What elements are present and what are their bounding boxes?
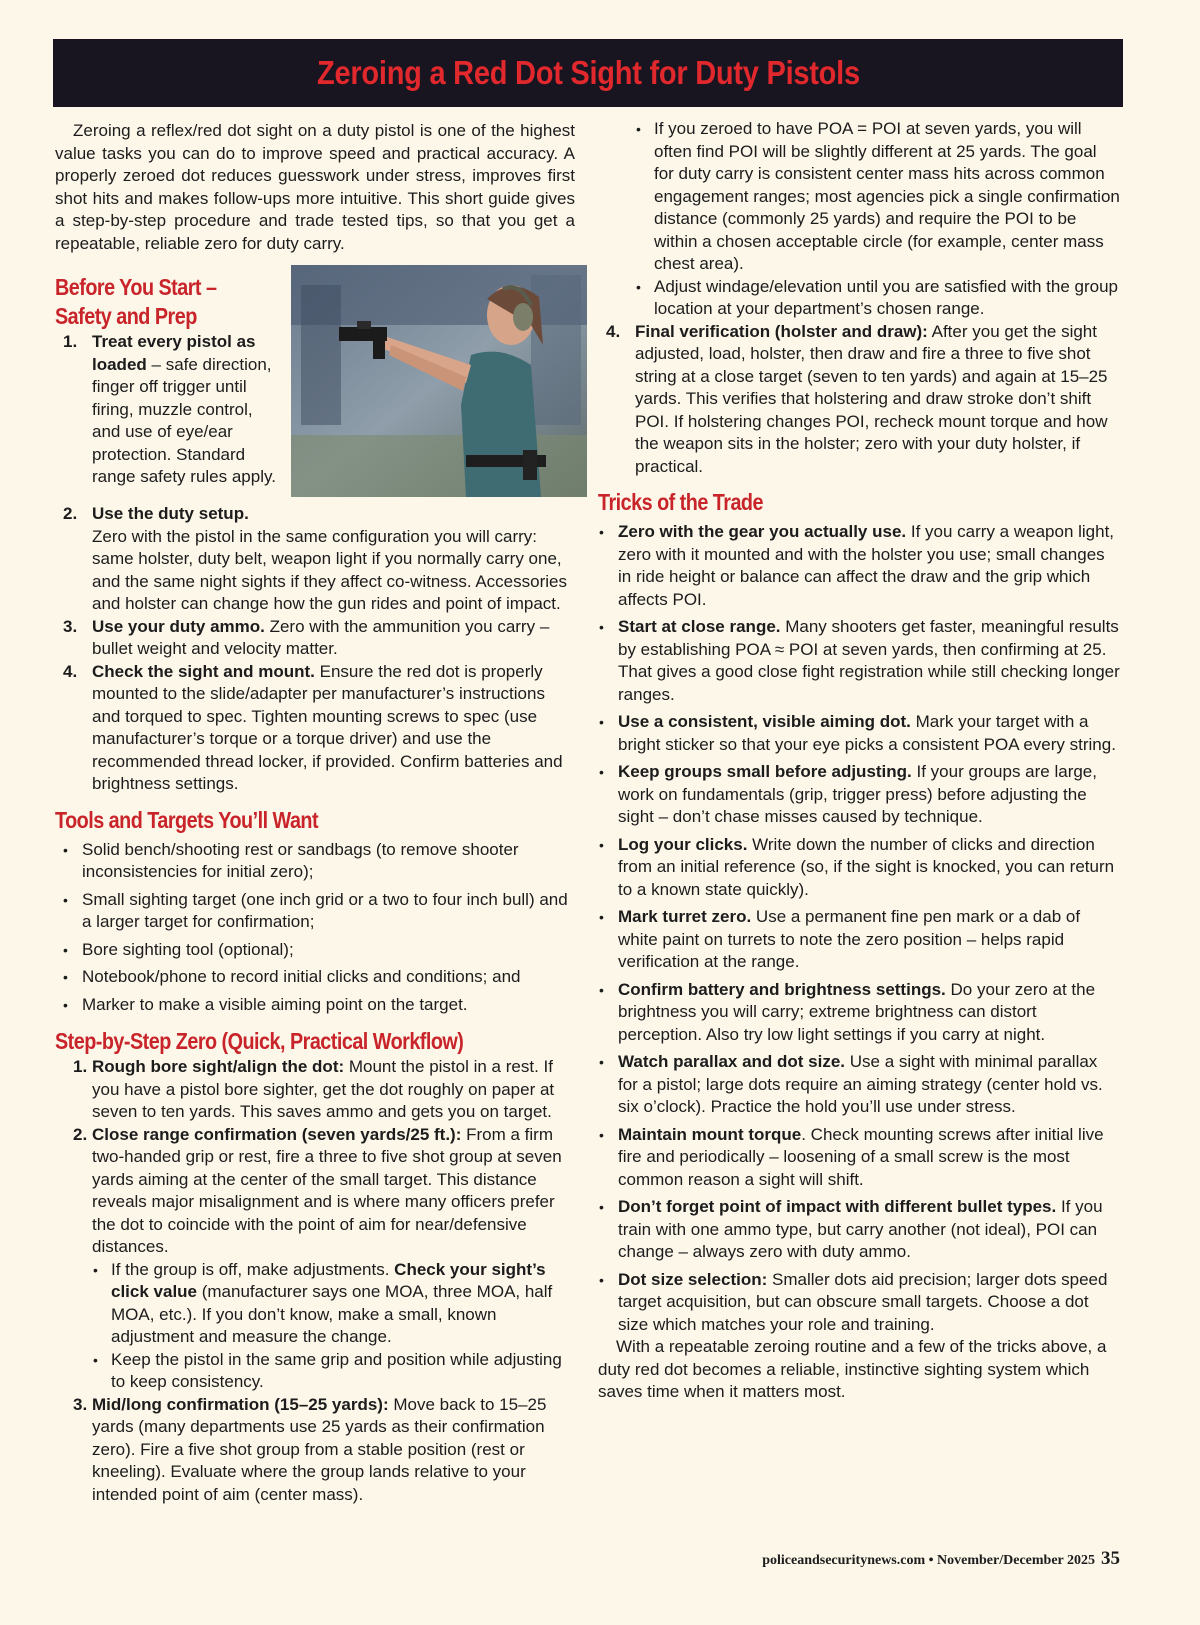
list-item xyxy=(598,906,1120,974)
item-text: If you carry a weapon light, zero with it mounted and with the holster you use; small changes in ride height or balance can affect the draw and the grip which affects POI. xyxy=(618,522,1115,609)
list-item xyxy=(598,834,1120,902)
list-item xyxy=(598,1196,1120,1264)
item-number: 2. xyxy=(63,504,78,523)
list-item: • Bore sighting tool (optional); xyxy=(55,939,575,962)
item-text: Smaller dots aid precision; larger dots speed target acquisition, but can obscure small targets. Choose a dot size which matches your role and training. xyxy=(618,1269,1108,1334)
list-item xyxy=(598,761,1120,829)
item-text: If you train with one ammo type, but carry another (not ideal), POI can change – always zero with duty ammo. xyxy=(618,1197,1103,1261)
list-item xyxy=(598,1124,1120,1192)
list-item xyxy=(55,503,575,616)
sub-list xyxy=(92,1259,575,1394)
before-heading-line2: Safety and Prep xyxy=(55,303,197,329)
list-item xyxy=(55,1394,575,1507)
list-item: • Small sighting target (one inch grid or a two to four inch bull) and a larger target for confirmation; xyxy=(55,889,575,934)
right-column xyxy=(598,118,1120,1404)
item-bold: Confirm battery and brightness settings. xyxy=(618,979,946,999)
tricks-heading: Tricks of the Trade xyxy=(598,489,763,515)
list-item xyxy=(598,1269,1120,1337)
item-text: Mark your target with a bright sticker so that your eye picks a consistent POA every string. xyxy=(618,712,1116,754)
item-text: From a firm two-handed grip or rest, fire a three to five shot group at seven yards aiming at the center of the small target. This distance reveals major misalignment and is where many officers prefer the dot to coincide with the point of aim for near/defensive distances. xyxy=(92,1124,562,1256)
before-heading-line1: Before You Start – xyxy=(55,274,217,300)
page-title: Zeroing a Red Dot Sight for Duty Pistols xyxy=(316,54,860,91)
sub-item-text: (manufacturer says one MOA, three MOA, half MOA, etc.). If you don’t know, make a small, known adjustment and measure the change. xyxy=(111,1282,553,1346)
item-text: Many shooters get faster, meaningful results by establishing POA ≈ POI at seven yards, then confirming at 25. That gives a good close fight registration while still checking longer ranges. xyxy=(618,617,1120,704)
list-item: • Notebook/phone to record initial clicks and conditions; and xyxy=(55,966,575,989)
sub-item xyxy=(92,1259,575,1349)
item-number: 1. xyxy=(73,1057,88,1076)
item-number: 4. xyxy=(606,321,621,341)
before-list xyxy=(55,331,575,796)
list-item xyxy=(598,321,1120,479)
item-number: 4. xyxy=(63,661,78,681)
item-bold: Mid/long confirmation (15–25 yards): xyxy=(92,1394,389,1414)
item-text: Do your zero at the brightness you will carry; extreme brightness can distort perception. Also try low light settings if you carry at night. xyxy=(618,979,1096,1044)
item-text: If your groups are large, work on fundamentals (grip, trigger press) before adjusting the sight – don’t chase misses caused by technique. xyxy=(618,762,1097,826)
item-bold: Close range confirmation (seven yards/25 ft.): xyxy=(92,1124,462,1144)
item-text: Zero with the ammunition you carry – bullet weight and velocity matter. xyxy=(92,616,550,658)
item-text: Ensure the red dot is properly mounted to the slide/adapter per manufacturer’s instructions and torqued to spec. Tighten mounting screws to spec (use manufacturer’s torque or a torque driver) and use the recommended thread locker, if provided. Confirm batteries and brightness settings. xyxy=(92,661,563,793)
steps-list-continued xyxy=(598,321,1120,479)
sub-item-bold: Check your sight’s click value xyxy=(111,1259,546,1301)
item-bold: Check the sight and mount. xyxy=(92,661,315,681)
item-bold: Use the duty setup. xyxy=(92,504,249,523)
sub-item: • Keep the pistol in the same grip and position while adjusting to keep consistency. xyxy=(92,1349,575,1394)
item-text: . Check mounting screws after initial live fire and periodically – loosening of a small screw is the most common reason a sight will shift. xyxy=(618,1124,1104,1189)
left-column xyxy=(55,118,575,1506)
page-number: 35 xyxy=(1101,1548,1120,1569)
item-bold: Start at close range. xyxy=(618,617,781,636)
item-bold: Watch parallax and dot size. xyxy=(618,1052,846,1071)
item-number: 1. xyxy=(63,332,78,351)
item-bold: Don’t forget point of impact with different bullet types. xyxy=(618,1197,1057,1216)
list-item xyxy=(55,616,575,661)
item-bold: Final verification (holster and draw): xyxy=(635,321,928,341)
sub-item: • Adjust windage/elevation until you are satisfied with the group location at your department’s chosen range. xyxy=(635,276,1120,321)
list-item xyxy=(55,661,575,796)
intro-paragraph: Zeroing a reflex/red dot sight on a duty pistol is one of the highest value tasks you can do to improve speed and practical accuracy. A properly zeroed dot reduces guesswork under stress, improves first shot hits and makes follow-ups more intuitive. This short guide gives a step-by-step procedure and trade tested tips, so that you get a repeatable, reliable zero for duty carry. xyxy=(55,121,575,253)
item-text: Move back to 15–25 yards (many departments use 25 yards as their confirmation zero). Fire a five shot group from a stable position (rest or kneeling). Evaluate where the group lands relative to your intended point of aim (center mass). xyxy=(92,1394,547,1504)
list-item xyxy=(598,616,1120,706)
item-bold: Log your clicks. xyxy=(618,834,748,854)
list-item xyxy=(55,331,575,489)
item-text: – safe direction, finger off trigger until firing, muzzle control, and use of eye/ear protection. Standard range safety rules apply. xyxy=(92,354,276,486)
item-bold: Use a consistent, visible aiming dot. xyxy=(618,712,911,731)
item-text: Write down the number of clicks and direction from an initial reference (so, if the sight is knocked, you can return to a known state quickly). xyxy=(618,834,1115,899)
item-bold: Use your duty ammo. xyxy=(92,616,265,636)
sub-item: • If you zeroed to have POA = POI at seven yards, you will often find POI will be slightly different at 25 yards. The goal for duty carry is consistent center mass hits across common engagement ranges; most agencies pick a single confirmation distance (commonly 25 yards) and require the POI to be within a chosen acceptable circle (for example, center mass chest area). xyxy=(635,118,1120,276)
closing-paragraph: With a repeatable zeroing routine and a few of the tricks above, a duty red dot becomes a reliable, instinctive sighting system which saves time when it matters most. xyxy=(598,1337,1107,1401)
step3-sub-list xyxy=(635,118,1120,321)
item-text: Mount the pistol in a rest. If you have a pistol bore sighter, get the dot roughly on paper at seven to ten yards. This saves ammo and gets you on target. xyxy=(92,1057,555,1121)
steps-list xyxy=(55,1056,575,1506)
list-item xyxy=(55,1124,575,1394)
tools-heading: Tools and Targets You’ll Want xyxy=(55,806,319,833)
item-number: 2. xyxy=(73,1124,88,1144)
list-item xyxy=(598,711,1120,756)
list-item: • Solid bench/shooting rest or sandbags (to remove shooter inconsistencies for initial zero); xyxy=(55,839,575,884)
steps-heading: Step-by-Step Zero (Quick, Practical Workflow) xyxy=(55,1028,464,1054)
list-item xyxy=(598,521,1120,611)
page-footer xyxy=(600,1548,1120,1570)
list-item xyxy=(598,979,1120,1047)
item-bold: Treat every pistol as loaded xyxy=(92,332,256,374)
sub-item-text: If the group is off, make adjustments. xyxy=(111,1259,395,1279)
tools-list xyxy=(55,839,575,1017)
item-text: Zero with the pistol in the same configuration you will carry: same holster, duty belt, weapon light if you normally carry one, and the same night sights if they affect co-witness. Accessories and holster can change how the gun rides and point of impact. xyxy=(92,526,567,613)
item-bold: Mark turret zero. xyxy=(618,907,752,926)
item-bold: Keep groups small before adjusting. xyxy=(618,762,912,781)
list-item xyxy=(55,1056,575,1124)
item-bold: Zero with the gear you actually use. xyxy=(618,522,907,541)
item-bold: Dot size selection: xyxy=(618,1269,768,1289)
list-item: • Marker to make a visible aiming point on the target. xyxy=(55,994,575,1017)
item-number: 3. xyxy=(63,616,78,636)
footer-site: policeandsecuritynews.com • November/December 2025 xyxy=(762,1553,1095,1568)
item-text: Use a sight with minimal parallax for a pistol; large dots require an aiming strategy (center hold vs. six o’clock). Practice the hold you’ll use under stress. xyxy=(618,1052,1103,1116)
item-number: 3. xyxy=(73,1394,88,1414)
list-item xyxy=(598,1051,1120,1119)
item-text: After you get the sight adjusted, load, holster, then draw and fire a three to five shot string at a close target (seven to ten yards) and again at 15–25 yards. This verifies that holstering and draw stroke don’t shift POI. If holstering changes POI, recheck mount torque and how the weapon sits in the holster; zero with your duty holster, if practical. xyxy=(635,321,1108,476)
item-text: Use a permanent fine pen mark or a dab of white paint on turrets to note the zero position – helps rapid verification at the range. xyxy=(618,907,1081,971)
item-bold: Rough bore sight/align the dot: xyxy=(92,1057,345,1076)
title-banner xyxy=(53,39,1123,107)
item-bold: Maintain mount torque xyxy=(618,1124,802,1144)
tricks-list xyxy=(598,521,1120,1336)
